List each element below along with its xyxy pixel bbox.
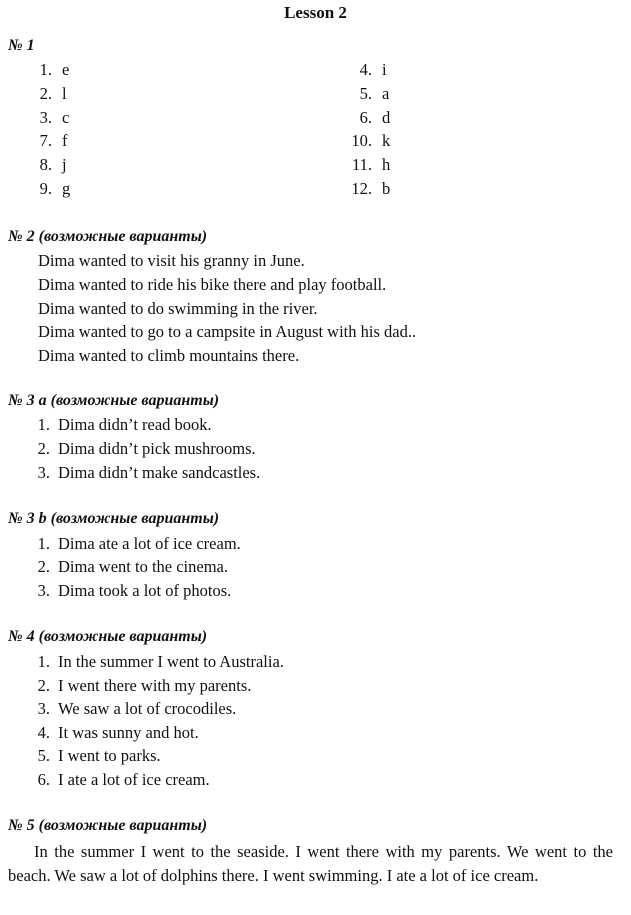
ex3b-item-text: Dima ate a lot of ice cream.: [58, 534, 241, 553]
ex4-item-text: We saw a lot of crocodiles.: [58, 699, 237, 718]
ex2-line: Dima wanted to do swimming in the river.: [38, 299, 318, 318]
ex2-line: Dima wanted to go to a campsite in August with his dad..: [38, 322, 417, 341]
ex4-item-text: I went to parks.: [58, 746, 161, 765]
ex4-item: [26, 723, 199, 743]
ex1-answer: l: [62, 84, 67, 103]
ex1-number: 2.: [39, 84, 52, 103]
ex2-line: Dima wanted to climb mountains there.: [38, 346, 300, 365]
ex3b-item-number: 1.: [37, 534, 50, 553]
ex1-answer: h: [382, 155, 391, 174]
ex1-answer: c: [62, 108, 70, 127]
ex1-left-row-3: [26, 108, 69, 128]
exercise-3a-header: № 3 a (возможные варианты): [8, 392, 220, 409]
ex1-answer: f: [62, 131, 68, 150]
ex3b-item-number: 3.: [37, 581, 50, 600]
ex5-paragraph: In the summer I went to the seaside. I went there with my parents. We went to the beach. We saw a lot of dolphins there. I went swimming. I ate a lot of ice cream.: [8, 842, 613, 885]
ex1-left-row-5: [26, 155, 67, 175]
ex3b-item-text: Dima went to the cinema.: [58, 557, 228, 576]
ex4-item: [26, 746, 161, 766]
ex1-answer: a: [382, 84, 390, 103]
ex4-item-text: It was sunny and hot.: [58, 723, 199, 742]
ex4-item-text: I went there with my parents.: [58, 676, 252, 695]
exercise-2-header: № 2 (возможные варианты): [8, 228, 208, 245]
ex3a-item-text: Dima didn’t read book.: [58, 415, 212, 434]
ex1-right-row-3: [340, 108, 390, 128]
ex1-answer: d: [382, 108, 391, 127]
ex3a-item-number: 3.: [37, 463, 50, 482]
ex3a-item-text: Dima didn’t pick mushrooms.: [58, 439, 256, 458]
ex1-number: 4.: [359, 60, 372, 79]
ex3a-item: [26, 439, 256, 459]
ex4-item: [26, 770, 210, 790]
ex1-left-row-4: [26, 131, 68, 151]
ex4-item: [26, 699, 236, 719]
ex3b-item: [26, 534, 241, 554]
ex2-line: Dima wanted to ride his bike there and play football.: [38, 275, 387, 294]
exercise-1-header: № 1: [8, 37, 35, 54]
ex4-item-number: 6.: [37, 770, 50, 789]
ex1-left-row-1: [26, 60, 69, 80]
ex3a-item-number: 2.: [37, 439, 50, 458]
ex1-answer: k: [382, 131, 391, 150]
ex1-right-row-2: [340, 84, 389, 104]
ex1-right-row-1: [340, 60, 387, 80]
ex4-item-text: In the summer I went to Australia.: [58, 652, 284, 671]
ex1-answer: i: [382, 60, 387, 79]
ex3a-item: [26, 415, 212, 435]
ex3a-item-number: 1.: [37, 415, 50, 434]
ex1-number: 1.: [39, 60, 52, 79]
ex1-number: 6.: [359, 108, 372, 127]
ex1-number: 8.: [39, 155, 52, 174]
ex1-right-row-5: [340, 155, 390, 175]
ex4-item: [26, 676, 251, 696]
exercise-4-header: № 4 (возможные варианты): [8, 628, 208, 645]
ex3a-item-text: Dima didn’t make sandcastles.: [58, 463, 261, 482]
ex1-answer: e: [62, 60, 70, 79]
ex1-number: 5.: [359, 84, 372, 103]
ex3b-item: [26, 581, 231, 601]
ex4-item-number: 4.: [37, 723, 50, 742]
ex1-answer: j: [62, 155, 67, 174]
exercise-3b-header: № 3 b (возможные варианты): [8, 510, 220, 527]
ex1-number: 12.: [351, 179, 372, 198]
ex1-left-row-2: [26, 84, 67, 104]
ex1-answer: g: [62, 179, 71, 198]
ex1-answer: b: [382, 179, 391, 198]
ex1-left-row-6: [26, 179, 70, 199]
ex4-item-text: I ate a lot of ice cream.: [58, 770, 210, 789]
ex4-item-number: 3.: [37, 699, 50, 718]
ex4-item: [26, 652, 284, 672]
ex1-right-row-4: [340, 131, 390, 151]
ex3a-item: [26, 463, 260, 483]
ex4-item-number: 1.: [37, 652, 50, 671]
ex1-number: 7.: [39, 131, 52, 150]
ex1-number: 11.: [351, 155, 372, 174]
ex3b-item-text: Dima took a lot of photos.: [58, 581, 232, 600]
ex2-line: Dima wanted to visit his granny in June.: [38, 251, 305, 270]
ex1-number: 3.: [39, 108, 52, 127]
ex3b-item: [26, 557, 228, 577]
page-title: Lesson 2: [284, 3, 347, 22]
ex1-number: 9.: [39, 179, 52, 198]
ex1-right-row-6: [340, 179, 390, 199]
ex3b-item-number: 2.: [37, 557, 50, 576]
ex4-item-number: 2.: [37, 676, 50, 695]
ex4-item-number: 5.: [37, 746, 50, 765]
exercise-5-header: № 5 (возможные варианты): [8, 817, 208, 834]
ex1-number: 10.: [351, 131, 372, 150]
